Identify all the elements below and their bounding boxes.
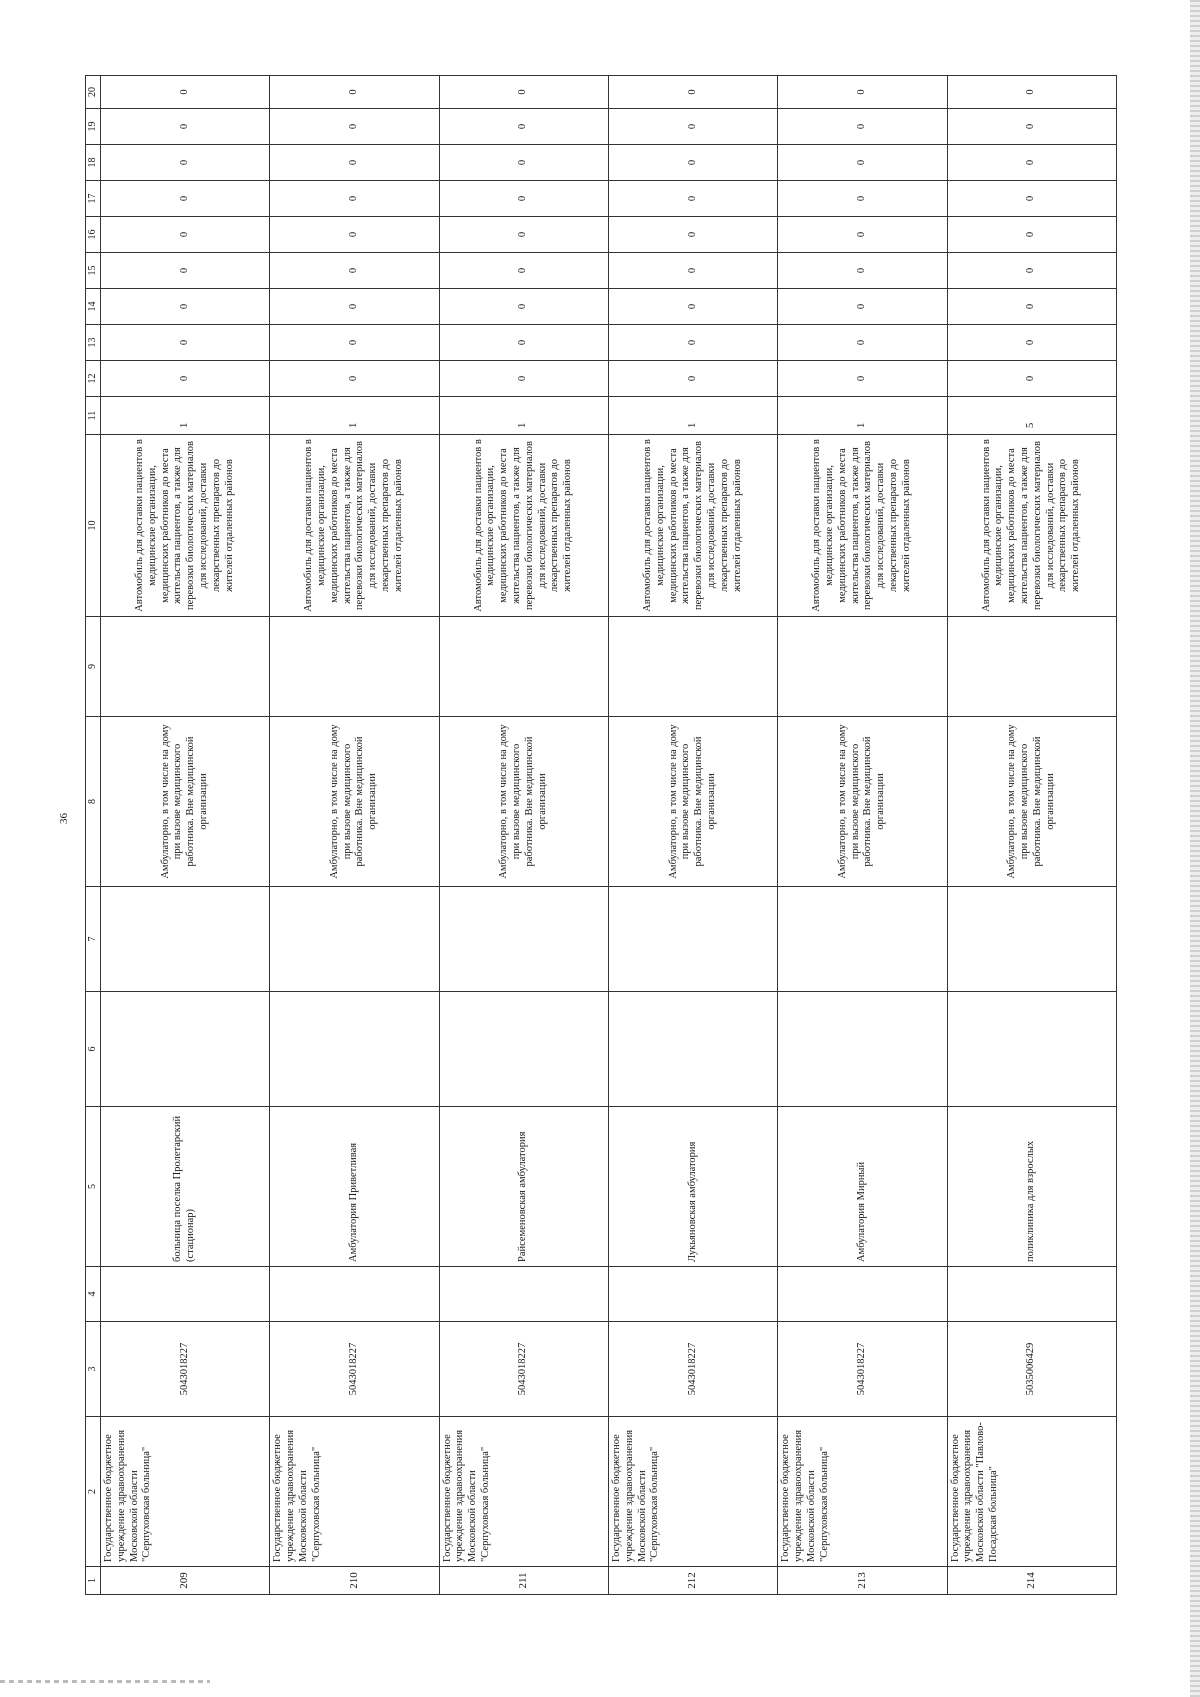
value-cell-col-13: 0 (778, 325, 947, 361)
column-6-cell (101, 992, 270, 1107)
value-cell-col-18: 0 (778, 145, 947, 181)
value-cell-col-19: 0 (947, 109, 1116, 145)
column-number-11: 11 (86, 397, 101, 435)
care-conditions-cell: Амбулаторно, в том числе на дому при вызове медицинского работника. Вне медицинской организации (270, 717, 439, 887)
vehicle-count-cell: 1 (270, 397, 439, 435)
column-number-row (86, 76, 101, 1595)
value-cell-col-15: 0 (947, 253, 1116, 289)
column-number-7: 7 (86, 887, 101, 992)
table-row (608, 76, 777, 1595)
row-number-cell: 213 (778, 1567, 947, 1595)
value-cell-col-12: 0 (101, 361, 270, 397)
value-cell-col-13: 0 (947, 325, 1116, 361)
data-table (85, 75, 1117, 1595)
value-cell-col-19: 0 (608, 109, 777, 145)
rotated-table-wrapper (85, 85, 1117, 1595)
column-9-cell (270, 617, 439, 717)
value-cell-col-19: 0 (778, 109, 947, 145)
table-row (947, 76, 1116, 1595)
column-6-cell (608, 992, 777, 1107)
value-cell-col-19: 0 (439, 109, 608, 145)
value-cell-col-15: 0 (439, 253, 608, 289)
value-cell-col-17: 0 (947, 181, 1116, 217)
value-cell-col-17: 0 (439, 181, 608, 217)
inn-cell: 5043018227 (778, 1322, 947, 1417)
value-cell-col-20: 0 (439, 76, 608, 109)
value-cell-col-15: 0 (101, 253, 270, 289)
value-cell-col-19: 0 (101, 109, 270, 145)
vehicle-count-cell: 1 (101, 397, 270, 435)
value-cell-col-17: 0 (101, 181, 270, 217)
value-cell-col-14: 0 (947, 289, 1116, 325)
value-cell-col-14: 0 (270, 289, 439, 325)
column-4-cell (101, 1267, 270, 1322)
value-cell-col-16: 0 (778, 217, 947, 253)
subdivision-cell: Амбулатория Мирный (778, 1107, 947, 1267)
organization-cell: Государственное бюджетное учреждение здравоохранения Московской области "Серпуховская больница" (439, 1417, 608, 1567)
page-number: 36 (58, 813, 70, 824)
column-4-cell (439, 1267, 608, 1322)
value-cell-col-20: 0 (101, 76, 270, 109)
column-9-cell (778, 617, 947, 717)
scan-bottom-mark (0, 1680, 210, 1683)
value-cell-col-14: 0 (608, 289, 777, 325)
column-number-9: 9 (86, 617, 101, 717)
column-number-17: 17 (86, 181, 101, 217)
value-cell-col-18: 0 (947, 145, 1116, 181)
scan-edge-strip (1190, 0, 1200, 1697)
value-cell-col-13: 0 (439, 325, 608, 361)
column-number-18: 18 (86, 145, 101, 181)
column-6-cell (439, 992, 608, 1107)
column-number-6: 6 (86, 992, 101, 1107)
column-4-cell (608, 1267, 777, 1322)
vehicle-count-cell: 5 (947, 397, 1116, 435)
column-number-19: 19 (86, 109, 101, 145)
inn-cell: 5043018227 (270, 1322, 439, 1417)
value-cell-col-17: 0 (608, 181, 777, 217)
column-6-cell (778, 992, 947, 1107)
inn-cell: 5043018227 (101, 1322, 270, 1417)
column-7-cell (608, 887, 777, 992)
vehicle-purpose-cell: Автомобиль для доставки пациентов в медицинские организации, медицинских работников до места жительства пациентов, а также для перевозки биологических материалов для исследований, доставки лекарственных препаратов до жителей отдаленных районов (270, 435, 439, 617)
value-cell-col-12: 0 (439, 361, 608, 397)
column-number-14: 14 (86, 289, 101, 325)
vehicle-purpose-cell: Автомобиль для доставки пациентов в медицинские организации, медицинских работников до места жительства пациентов, а также для перевозки биологических материалов для исследований, доставки лекарственных препаратов до жителей отдаленных районов (101, 435, 270, 617)
value-cell-col-16: 0 (439, 217, 608, 253)
value-cell-col-20: 0 (947, 76, 1116, 109)
table-row (270, 76, 439, 1595)
column-9-cell (608, 617, 777, 717)
value-cell-col-19: 0 (270, 109, 439, 145)
column-4-cell (778, 1267, 947, 1322)
value-cell-col-13: 0 (101, 325, 270, 361)
column-7-cell (778, 887, 947, 992)
value-cell-col-17: 0 (270, 181, 439, 217)
organization-cell: Государственное бюджетное учреждение здравоохранения Московской области "Серпуховская больница" (778, 1417, 947, 1567)
column-6-cell (270, 992, 439, 1107)
care-conditions-cell: Амбулаторно, в том числе на дому при вызове медицинского работника. Вне медицинской организации (101, 717, 270, 887)
column-number-8: 8 (86, 717, 101, 887)
care-conditions-cell: Амбулаторно, в том числе на дому при вызове медицинского работника. Вне медицинской организации (947, 717, 1116, 887)
value-cell-col-13: 0 (608, 325, 777, 361)
column-number-20: 20 (86, 76, 101, 109)
vehicle-purpose-cell: Автомобиль для доставки пациентов в медицинские организации, медицинских работников до места жительства пациентов, а также для перевозки биологических материалов для исследований, доставки лекарственных препаратов до жителей отдаленных районов (439, 435, 608, 617)
column-4-cell (947, 1267, 1116, 1322)
organization-cell: Государственное бюджетное учреждение здравоохранения Московской области "Павлово-Посадская больница" (947, 1417, 1116, 1567)
column-number-13: 13 (86, 325, 101, 361)
row-number-cell: 212 (608, 1567, 777, 1595)
column-7-cell (947, 887, 1116, 992)
subdivision-cell: Амбулатория Приветливая (270, 1107, 439, 1267)
care-conditions-cell: Амбулаторно, в том числе на дому при вызове медицинского работника. Вне медицинской организации (608, 717, 777, 887)
row-number-cell: 209 (101, 1567, 270, 1595)
subdivision-cell: Лукьяновская амбулатория (608, 1107, 777, 1267)
value-cell-col-14: 0 (778, 289, 947, 325)
value-cell-col-20: 0 (270, 76, 439, 109)
value-cell-col-15: 0 (778, 253, 947, 289)
table-row (778, 76, 947, 1595)
value-cell-col-16: 0 (101, 217, 270, 253)
value-cell-col-12: 0 (947, 361, 1116, 397)
value-cell-col-12: 0 (608, 361, 777, 397)
column-9-cell (947, 617, 1116, 717)
organization-cell: Государственное бюджетное учреждение здравоохранения Московской области "Серпуховская больница" (270, 1417, 439, 1567)
vehicle-count-cell: 1 (608, 397, 777, 435)
value-cell-col-15: 0 (608, 253, 777, 289)
column-4-cell (270, 1267, 439, 1322)
column-number-16: 16 (86, 217, 101, 253)
column-9-cell (439, 617, 608, 717)
value-cell-col-13: 0 (270, 325, 439, 361)
inn-cell: 5035006429 (947, 1322, 1116, 1417)
column-number-12: 12 (86, 361, 101, 397)
column-number-3: 3 (86, 1322, 101, 1417)
row-number-cell: 211 (439, 1567, 608, 1595)
value-cell-col-20: 0 (778, 76, 947, 109)
subdivision-cell: Райсеменовская амбулатория (439, 1107, 608, 1267)
value-cell-col-15: 0 (270, 253, 439, 289)
column-7-cell (439, 887, 608, 992)
value-cell-col-18: 0 (270, 145, 439, 181)
column-number-1: 1 (86, 1567, 101, 1595)
column-6-cell (947, 992, 1116, 1107)
row-number-cell: 210 (270, 1567, 439, 1595)
column-number-15: 15 (86, 253, 101, 289)
value-cell-col-16: 0 (608, 217, 777, 253)
column-number-4: 4 (86, 1267, 101, 1322)
column-7-cell (101, 887, 270, 992)
table-row (439, 76, 608, 1595)
vehicle-purpose-cell: Автомобиль для доставки пациентов в медицинские организации, медицинских работников до места жительства пациентов, а также для перевозки биологических материалов для исследований, доставки лекарственных препаратов до жителей отдаленных районов (608, 435, 777, 617)
value-cell-col-16: 0 (947, 217, 1116, 253)
vehicle-purpose-cell: Автомобиль для доставки пациентов в медицинские организации, медицинских работников до места жительства пациентов, а также для перевозки биологических материалов для исследований, доставки лекарственных препаратов до жителей отдаленных районов (778, 435, 947, 617)
table-row (101, 76, 270, 1595)
inn-cell: 5043018227 (608, 1322, 777, 1417)
value-cell-col-20: 0 (608, 76, 777, 109)
value-cell-col-12: 0 (778, 361, 947, 397)
subdivision-cell: больница поселка Пролетарский (стационар) (101, 1107, 270, 1267)
care-conditions-cell: Амбулаторно, в том числе на дому при вызове медицинского работника. Вне медицинской организации (778, 717, 947, 887)
value-cell-col-18: 0 (439, 145, 608, 181)
value-cell-col-12: 0 (270, 361, 439, 397)
vehicle-count-cell: 1 (439, 397, 608, 435)
column-number-5: 5 (86, 1107, 101, 1267)
value-cell-col-14: 0 (101, 289, 270, 325)
column-7-cell (270, 887, 439, 992)
organization-cell: Государственное бюджетное учреждение здравоохранения Московской области "Серпуховская больница" (101, 1417, 270, 1567)
organization-cell: Государственное бюджетное учреждение здравоохранения Московской области "Серпуховская больница" (608, 1417, 777, 1567)
inn-cell: 5043018227 (439, 1322, 608, 1417)
value-cell-col-18: 0 (608, 145, 777, 181)
column-number-2: 2 (86, 1417, 101, 1567)
value-cell-col-17: 0 (778, 181, 947, 217)
subdivision-cell: поликлиника для взрослых (947, 1107, 1116, 1267)
value-cell-col-16: 0 (270, 217, 439, 253)
care-conditions-cell: Амбулаторно, в том числе на дому при вызове медицинского работника. Вне медицинской организации (439, 717, 608, 887)
vehicle-count-cell: 1 (778, 397, 947, 435)
row-number-cell: 214 (947, 1567, 1116, 1595)
column-9-cell (101, 617, 270, 717)
vehicle-purpose-cell: Автомобиль для доставки пациентов в медицинские организации, медицинских работников до места жительства пациентов, а также для перевозки биологических материалов для исследований, доставки лекарственных препаратов до жителей отдаленных районов (947, 435, 1116, 617)
value-cell-col-18: 0 (101, 145, 270, 181)
column-number-10: 10 (86, 435, 101, 617)
value-cell-col-14: 0 (439, 289, 608, 325)
